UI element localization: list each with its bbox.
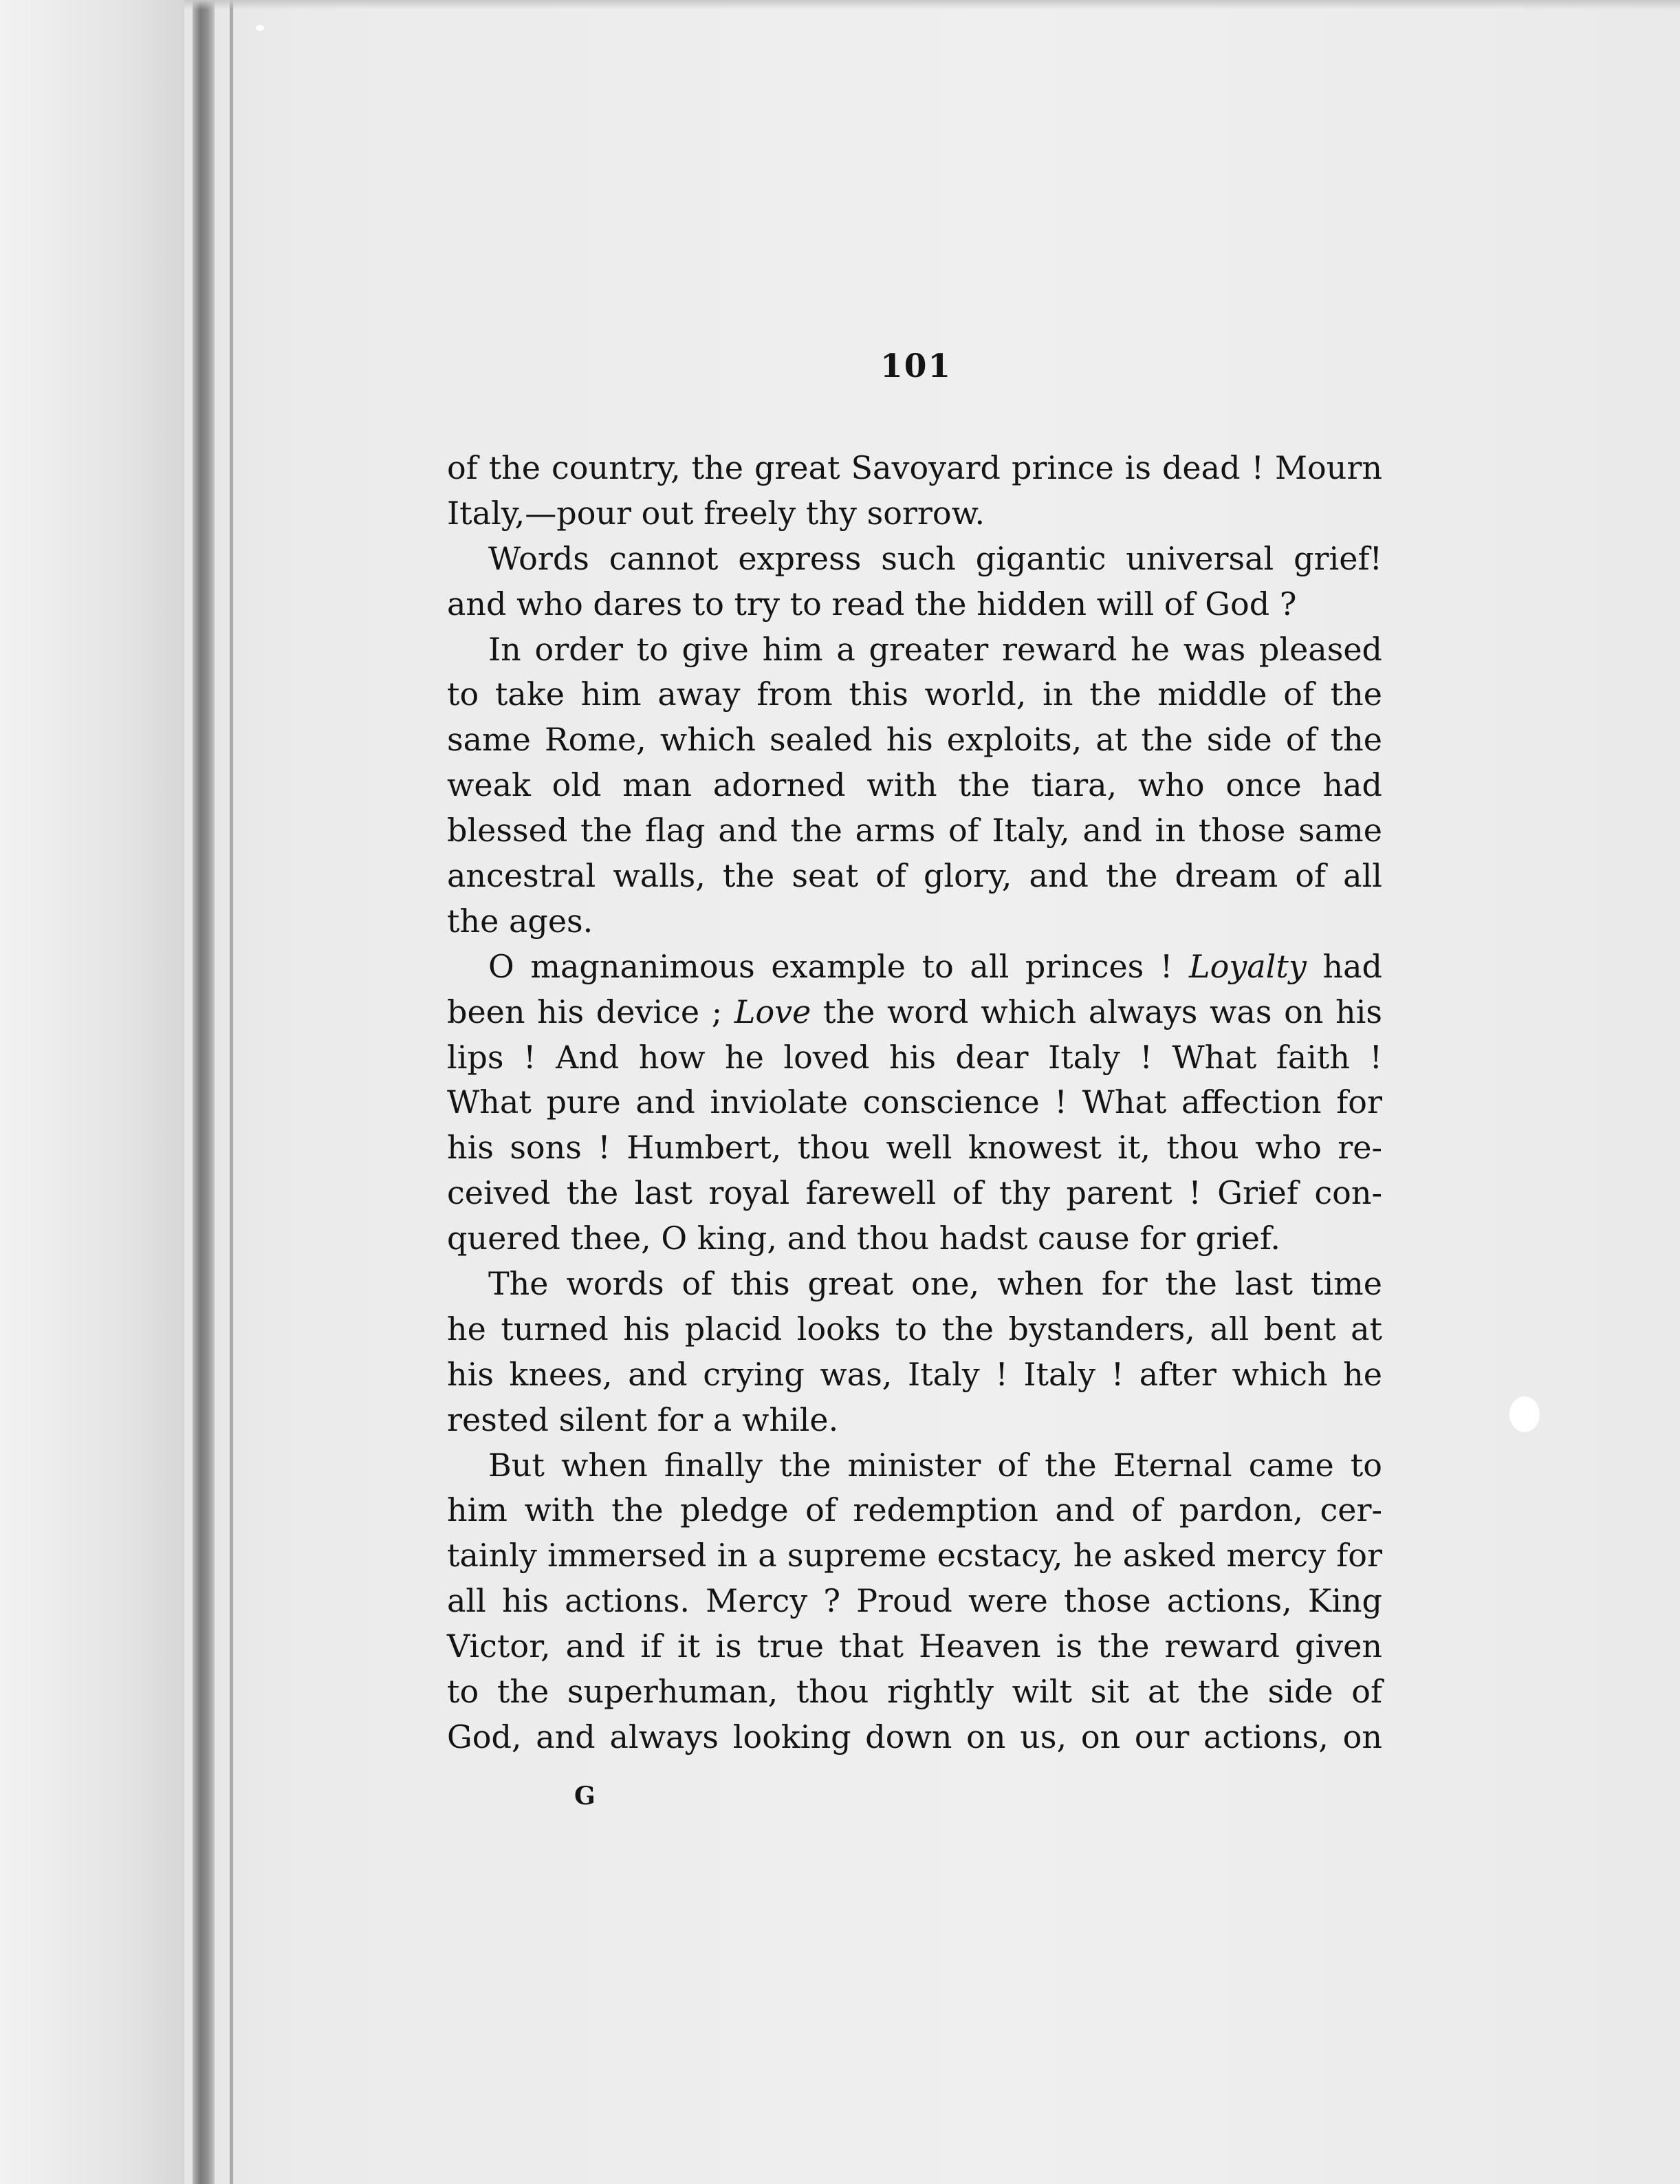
book-binding-shadow xyxy=(193,0,215,2184)
text-line: O magnanimous example to all princes ! Loyalty had xyxy=(488,947,1382,985)
printer-signature-mark: G xyxy=(574,1782,596,1810)
text-line: him with the pledge of redemption and of pardon, cer- xyxy=(447,1491,1382,1529)
text-line: ceived the last royal farewell of thy parent ! Grief con- xyxy=(447,1174,1382,1212)
text-line: blessed the flag and the arms of Italy, and in those same xyxy=(447,812,1382,850)
text-line: been his device ; Love the word which always was on his xyxy=(447,993,1382,1030)
text-line: Words cannot express such gigantic universal grief! xyxy=(488,539,1382,577)
text-line: to take him away from this world, in the middle of the xyxy=(447,675,1382,713)
top-edge-shadow xyxy=(184,0,1680,10)
text-line: to the superhuman, thou rightly wilt sit at the side of xyxy=(447,1673,1382,1711)
text-line: his knees, and crying was, Italy ! Italy ! after which he xyxy=(447,1355,1382,1393)
paper-speck xyxy=(256,25,264,31)
text-line: and who dares to try to read the hidden will of God ? xyxy=(447,585,1297,623)
text-line: he turned his placid looks to the bystanders, all bent at xyxy=(447,1310,1382,1348)
text-line: In order to give him a greater reward he was pleased xyxy=(488,630,1382,668)
page-number: 101 xyxy=(880,347,952,385)
book-gutter-line xyxy=(230,0,233,2184)
text-line: ancestral walls, the seat of glory, and the dream of all xyxy=(447,857,1382,895)
text-line: The words of this great one, when for the last time xyxy=(488,1265,1382,1303)
text-line: of the country, the great Savoyard prince is dead ! Mourn xyxy=(447,449,1382,486)
text-line: weak old man adorned with the tiara, who once had xyxy=(447,766,1382,804)
scan-left-margin xyxy=(0,0,184,2184)
emphasis: Love xyxy=(734,993,811,1030)
text-line: Italy,—pour out freely thy sorrow. xyxy=(447,494,985,532)
paper-speck xyxy=(1509,1396,1540,1432)
text-line: all his actions. Mercy ? Proud were those actions, King xyxy=(447,1582,1382,1620)
text-line: quered thee, O king, and thou hadst cause for grief. xyxy=(447,1220,1280,1257)
body-text xyxy=(447,446,1382,1760)
text-line: lips ! And how he loved his dear Italy ! What faith ! xyxy=(447,1038,1382,1076)
text-line: tainly immersed in a supreme ecstacy, he asked mercy for xyxy=(447,1537,1382,1575)
text-line: same Rome, which sealed his exploits, at the side of the xyxy=(447,721,1382,759)
emphasis: Loyalty xyxy=(1189,947,1307,985)
text-line: the ages. xyxy=(447,902,593,940)
text-line: rested silent for a while. xyxy=(447,1401,839,1438)
text-line: God, and always looking down on us, on our actions, on xyxy=(447,1718,1382,1755)
text-line: But when finally the minister of the Eternal came to xyxy=(488,1446,1382,1484)
text-line: What pure and inviolate conscience ! What affection for xyxy=(447,1083,1382,1121)
text-line: his sons ! Humbert, thou well knowest it, thou who re- xyxy=(447,1129,1382,1167)
text-line: Victor, and if it is true that Heaven is the reward given xyxy=(447,1628,1382,1665)
